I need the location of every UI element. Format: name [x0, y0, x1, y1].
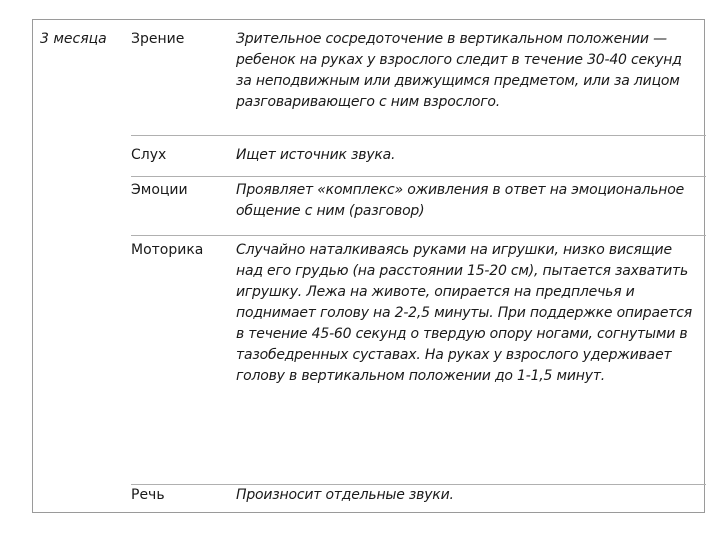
- category-speech: Речь: [131, 487, 165, 503]
- age-cell: 3 месяца: [40, 31, 107, 47]
- category-emotions: Эмоции: [131, 182, 188, 198]
- table-row-speech: [131, 485, 706, 510]
- category-vision: Зрение: [131, 31, 185, 47]
- category-hearing: Слух: [131, 147, 167, 163]
- description-speech: Произносит отдельные звуки.: [236, 487, 454, 503]
- category-motor: Моторика: [131, 242, 204, 258]
- table-row-hearing: [131, 145, 706, 177]
- table-row-motor: [131, 240, 706, 485]
- development-table: [32, 19, 705, 513]
- table-row-vision: [131, 29, 706, 136]
- description-vision: Зрительное сосредоточение в вертикальном положении — ребенок на руках у взрослого следит в течение 30-40 секунд за неподвижным или движущимся предметом, или за лицом разговаривающего с ним взрослого.: [236, 31, 682, 110]
- description-motor: Случайно наталкиваясь руками на игрушки, низко висящие над его грудью (на расстоянии 15-20 см), пытается захватить игрушку. Лежа на животе, опирается на предплечья и поднимает голову на 2-2,5 минуты. При поддержке опирается в течение 45-60 секунд о твердую опору ногами, согнутыми в тазобедренных суставах. На руках у взрослого удерживает голову в вертикальном положении до 1-1,5 минут.: [236, 242, 692, 384]
- description-hearing: Ищет источник звука.: [236, 147, 396, 163]
- table-row-emotions: [131, 180, 706, 236]
- description-emotions: Проявляет «комплекс» оживления в ответ на эмоциональное общение с ним (разговор): [236, 182, 684, 219]
